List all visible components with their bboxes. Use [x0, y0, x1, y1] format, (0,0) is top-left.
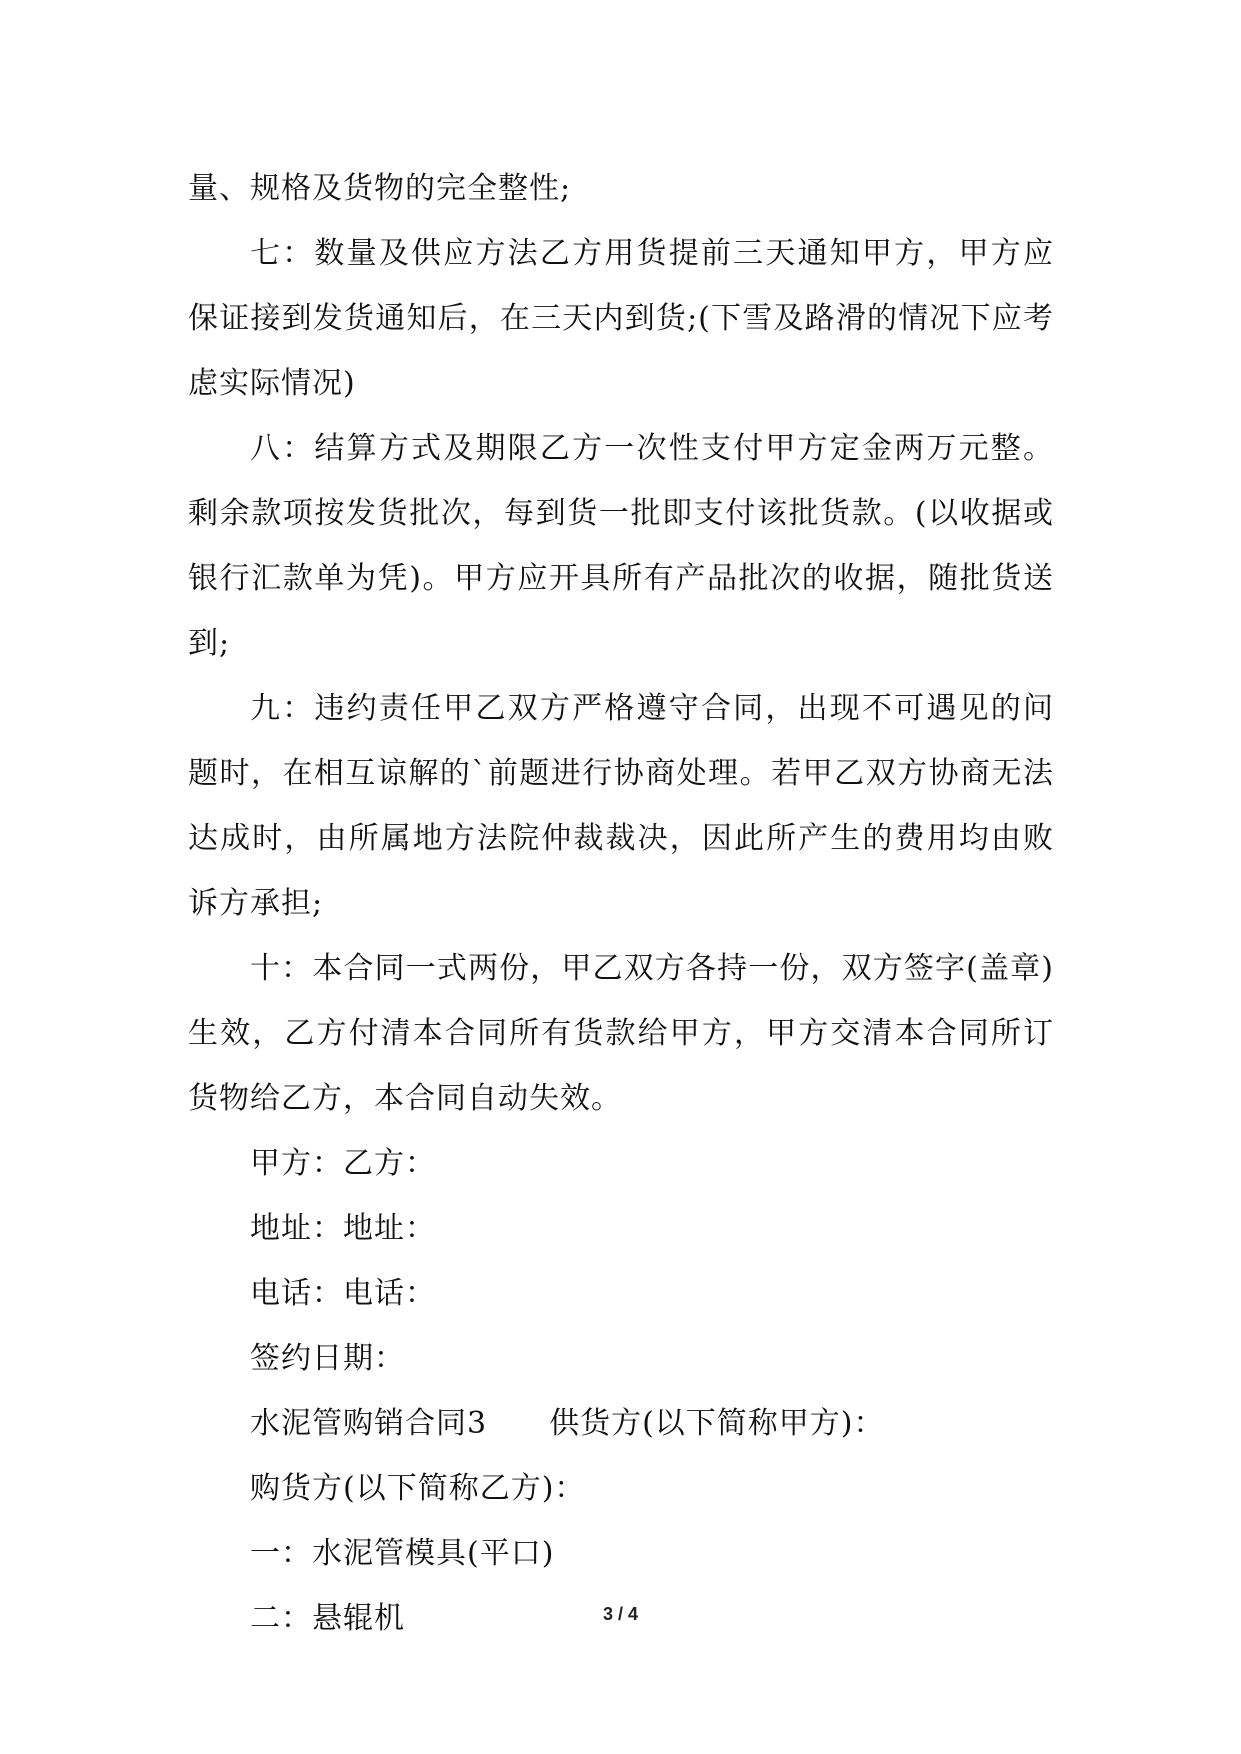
buyer-line: 购货方(以下简称乙方)： — [250, 1471, 586, 1506]
item-1-line: 一：水泥管模具(平口) — [250, 1536, 555, 1571]
paragraph-clause-8-settlement: 八：结算方式及期限乙方一次性支付甲方定金两万元整。剩余款项按发货批次，每到货一批即支付该批货款。(以收据或银行汇款单为凭)。甲方应开具所有产品批次的收据，随批货送到; — [188, 431, 1054, 661]
item-2-line: 二：悬辊机 — [250, 1601, 405, 1636]
contract-3-title-line: 水泥管购销合同3 供货方(以下简称甲方)： — [250, 1406, 885, 1441]
document-body — [188, 156, 1054, 1651]
signature-address-line: 地址：地址： — [250, 1211, 436, 1246]
signature-date-line: 签约日期： — [250, 1341, 405, 1376]
signature-party-line: 甲方：乙方： — [250, 1146, 436, 1181]
signature-phone-line: 电话：电话： — [250, 1276, 436, 1311]
paragraph-clause-10-copies: 十：本合同一式两份，甲乙双方各持一份，双方签字(盖章)生效，乙方付清本合同所有货款给甲方，甲方交清本合同所订货物给乙方，本合同自动失效。 — [188, 951, 1054, 1116]
paragraph-clause-7-supply: 七：数量及供应方法乙方用货提前三天通知甲方，甲方应保证接到发货通知后，在三天内到货;(下雪及路滑的情况下应考虑实际情况) — [188, 236, 1054, 401]
page-number: 3 / 4 — [602, 1604, 639, 1624]
paragraph-quantity-integrity: 量、规格及货物的完全整性; — [188, 171, 572, 206]
paragraph-clause-9-liability: 九：违约责任甲乙双方严格遵守合同，出现不可遇见的问题时，在相互谅解的`前题进行协商处理。若甲乙双方协商无法达成时，由所属地方法院仲裁裁决，因此所产生的费用均由败诉方承担; — [188, 691, 1054, 921]
